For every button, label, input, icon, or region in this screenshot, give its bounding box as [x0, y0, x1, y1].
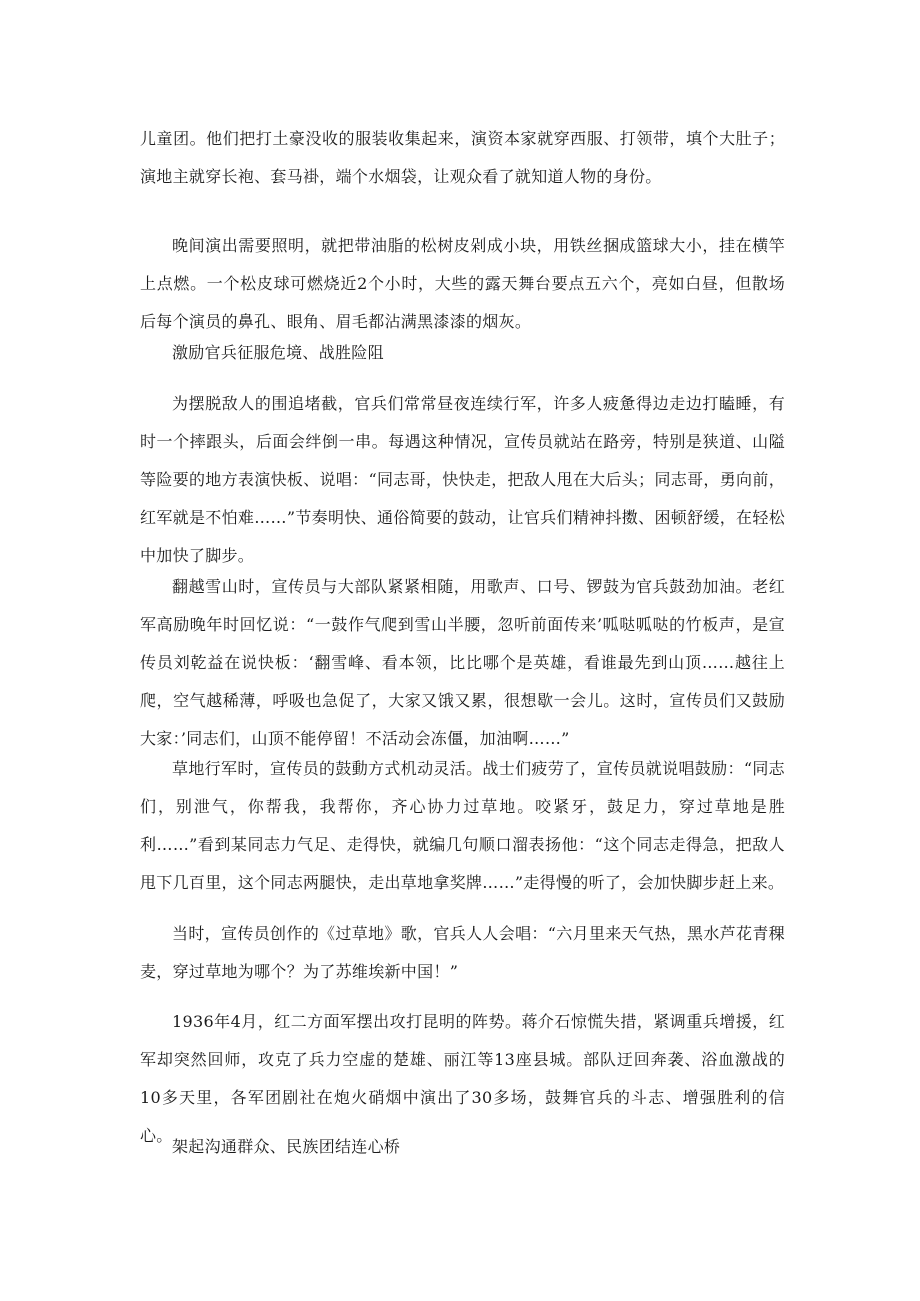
section-heading-2: 架起沟通群众、民族团结连心桥 — [172, 1137, 401, 1156]
paragraph-7: 1936年4月，红二方面军摆出攻打昆明的阵势。蒋介石惊慌失措，紧调重兵增援，红军却突然回师，攻克了兵力空虚的楚雄、丽江等13座县城。部队迂回奔袭、浴血激战的10多天里，各军团剧社在炮火硝烟中演出了30多场，鼓舞官兵的斗志、增强胜利的信心。 — [140, 1012, 785, 1145]
section-heading-1: 激励官兵征服危境、战胜险阻 — [172, 343, 384, 362]
paragraph-2: 晚间演出需要照明，就把带油脂的松树皮剁成小块，用铁丝捆成篮球大小，挂在横竿上点燃。一个松皮球可燃烧近2个小时，大些的露天舞台要点五六个，亮如白昼，但散场后每个演员的鼻孔、眼角、眉毛都沾满黑漆漆的烟灰。 — [140, 236, 785, 331]
paragraph-3: 为摆脱敌人的围追堵截，官兵们常常昼夜连续行军，许多人疲惫得边走边打瞌睡，有时一个摔跟头，后面会绊倒一串。每遇这种情况，宣传员就站在路旁，特别是狭道、山隘等险要的地方表演快板、说唱：“同志哥，快快走，把敌人甩在大后头；同志哥，勇向前，红军就是不怕难……”节奏明快、通俗简要的鼓动，让官兵们精神抖擞、困顿舒缓，在轻松中加快了脚步。 — [140, 394, 785, 565]
paragraph-1: 儿童团。他们把打土豪没收的服装收集起来，演资本家就穿西服、打领带，填个大肚子；演地主就穿长袍、套马褂，端个水烟袋，让观众看了就知道人物的身份。 — [140, 129, 785, 186]
paragraph-6: 当时，宣传员创作的《过草地》歌，官兵人人会唱：“六月里来天气热，黑水芦花青稞麦，穿过草地为哪个？为了苏维埃新中国！” — [140, 924, 785, 981]
paragraph-5: 草地行军时，宣传员的鼓動方式机动灵活。战士们疲劳了，宣传员就说唱鼓励：“同志们，别泄气，你帮我，我帮你，齐心协力过草地。咬紧牙，鼓足力，穿过草地是胜利……”看到某同志力气足、走得快，就编几句顺口溜表扬他：“这个同志走得急，把敌人甩下几百里，这个同志两腿快，走出草地拿奖牌……”走得慢的听了，会加快脚步赶上来。 — [140, 759, 785, 892]
paragraph-4: 翻越雪山时，宣传员与大部队紧紧相随，用歌声、口号、锣鼓为官兵鼓劲加油。老红军高励晚年时回忆说：“一鼓作气爬到雪山半腰，忽听前面传来’呱哒呱哒的竹板声，是宣传员刘乾益在说快板：‘翻雪峰、看本领，比比哪个是英雄，看谁最先到山顶……越往上爬，空气越稀薄，呼吸也急促了，大家又饿又累，很想歇一会儿。这时，宣传员们又鼓励大家：’同志们，山顶不能停留！不活动会冻僵，加油啊……” — [140, 577, 785, 748]
